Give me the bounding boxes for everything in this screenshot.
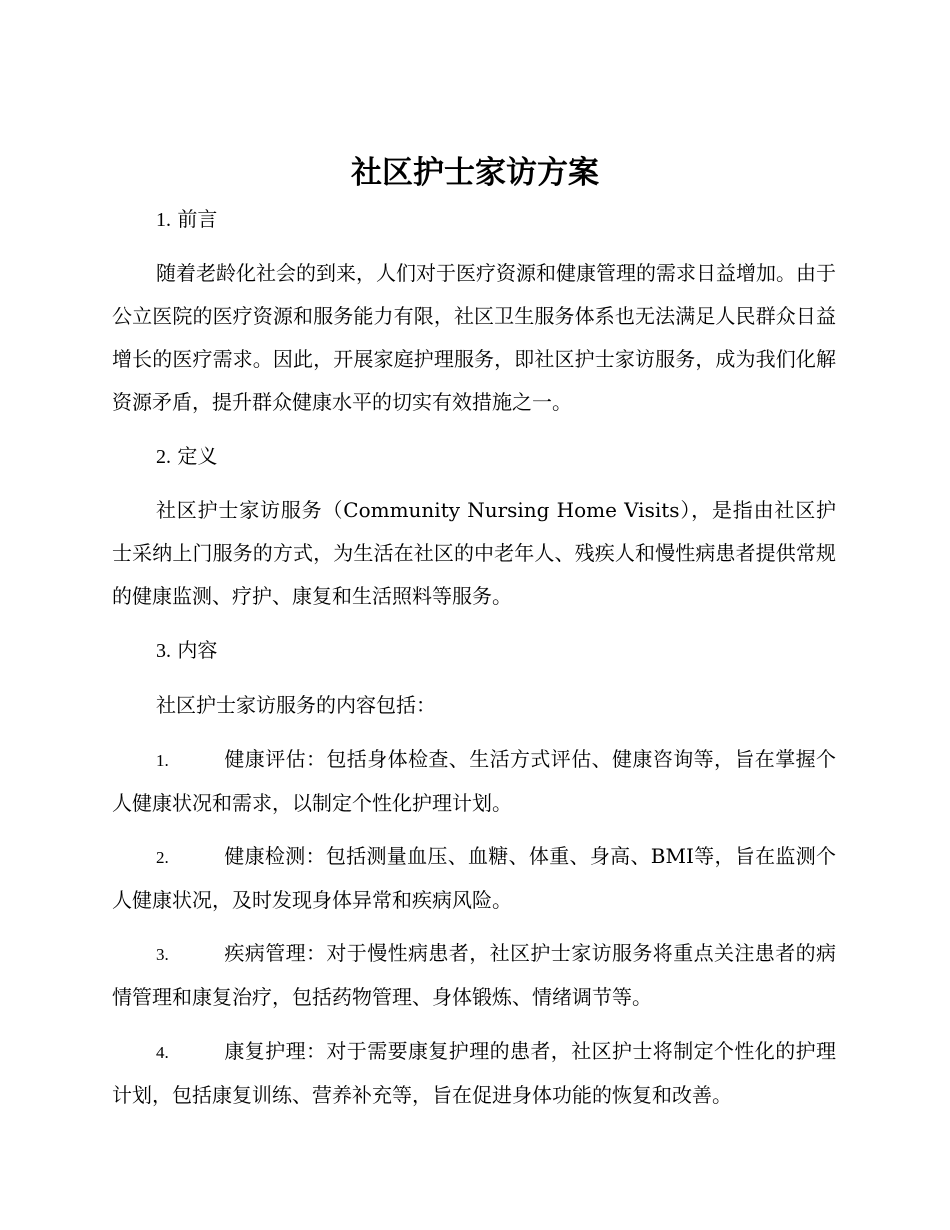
list-item-text: 康复护理：对于需要康复护理的患者，社区护士将制定个性化的护理计划，包括康复训练、营养补充等，旨在促进身体功能的恢复和改善。 xyxy=(112,1039,836,1107)
list-item xyxy=(112,1030,836,1117)
document-title: 社区护士家访方案 xyxy=(351,155,599,191)
list-item-number: 3. xyxy=(156,945,169,964)
section-title: 内容 xyxy=(177,638,218,662)
list-item-text: 健康评估：包括身体检查、生活方式评估、健康咨询等，旨在掌握个人健康状况和需求，以制定个性化护理计划。 xyxy=(112,747,836,815)
list-item-text: 疾病管理：对于慢性病患者，社区护士家访服务将重点关注患者的病情管理和康复治疗，包括药物管理、身体锻炼、情绪调节等。 xyxy=(112,941,836,1009)
list-item-number: 4. xyxy=(156,1043,169,1062)
section-paragraph-preface: 随着老龄化社会的到来，人们对于医疗资源和健康管理的需求日益增加。由于公立医院的医疗资源和服务能力有限，社区卫生服务体系也无法满足人民群众日益增长的医疗需求。因此，开展家庭护理服务，即社区护士家访服务，成为我们化解资源矛盾，提升群众健康水平的切实有效措施之一。 xyxy=(112,261,836,414)
list-item xyxy=(112,738,836,825)
list-item-number: 1. xyxy=(156,751,169,770)
list-item xyxy=(112,932,836,1019)
section-title: 定义 xyxy=(177,444,218,468)
section-heading-content xyxy=(156,635,217,666)
section-number: 3. xyxy=(156,640,171,662)
list-item-number: 2. xyxy=(156,848,169,867)
section-number: 2. xyxy=(156,446,171,468)
section-paragraph-definition: 社区护士家访服务（Community Nursing Home Visits），是指由社区护士采纳上门服务的方式，为生活在社区的中老年人、残疾人和慢性病患者提供常规的健康监测、疗护、康复和生活照料等服务。 xyxy=(112,498,836,608)
section-paragraph-content-intro: 社区护士家访服务的内容包括： xyxy=(156,693,436,717)
section-title: 前言 xyxy=(177,207,218,231)
section-heading-definition xyxy=(156,441,217,472)
section-heading-preface xyxy=(156,204,217,235)
list-item xyxy=(112,835,836,922)
section-number: 1. xyxy=(156,209,171,231)
list-item-text: 健康检测：包括测量血压、血糖、体重、身高、BMI等，旨在监测个人健康状况，及时发现身体异常和疾病风险。 xyxy=(112,844,836,912)
